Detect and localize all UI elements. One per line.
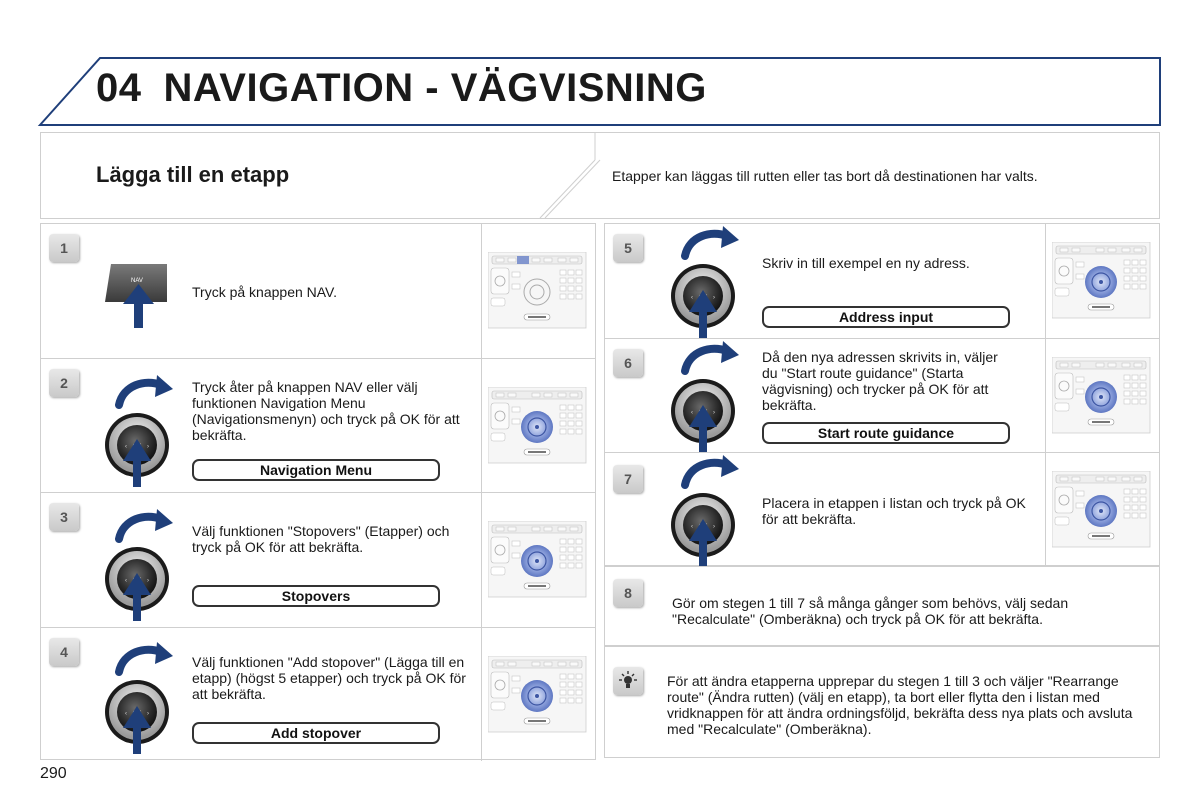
console-thumbnail-1 — [481, 224, 597, 358]
lightbulb-icon — [613, 667, 643, 695]
left-steps-panel — [40, 223, 596, 760]
chapter-number: 04 — [96, 66, 142, 110]
tip-panel — [604, 646, 1160, 758]
step-row-7 — [605, 452, 1159, 567]
step-text-3: Välj funktionen "Stopovers" (Etapper) och tryck på OK för att bekräfta. — [192, 523, 450, 555]
menu-address-input[interactable]: Address input — [762, 306, 1010, 328]
step-row-1 — [41, 224, 595, 358]
step-badge-7: 7 — [613, 465, 643, 493]
rotary-knob-icon — [671, 455, 743, 567]
rotary-knob-icon — [671, 226, 743, 338]
step-row-4 — [41, 627, 595, 761]
right-steps-panel — [604, 223, 1160, 566]
console-thumbnail-5 — [1045, 224, 1161, 338]
tip-badge — [613, 667, 643, 695]
console-thumbnail-7 — [1045, 453, 1161, 567]
step-8-panel — [604, 566, 1160, 646]
rotary-knob-icon — [105, 509, 177, 621]
menu-stopovers[interactable]: Stopovers — [192, 585, 440, 607]
rotary-knob-icon — [105, 375, 177, 487]
step-row-5 — [605, 224, 1159, 338]
console-thumbnail-3 — [481, 493, 597, 627]
step-text-4: Välj funktionen "Add stopover" (Lägga till en etapp) (högst 5 etapper) och tryck på OK för att bekräfta. — [192, 654, 466, 702]
tip-text: För att ändra etapperna upprepar du stegen 1 till 3 och väljer "Rearrange route" (Ändra rutten) (välj en etapp), ta bort eller flytta den i listan med vridknappen för att ändra ordningsföljd, bekräfta dess nya plats och avsluta med "Recalculate" (Omberäkna). — [667, 673, 1133, 737]
step-text-7: Placera in etappen i listan och tryck på OK för att bekräfta. — [762, 495, 1026, 527]
step-badge-4: 4 — [49, 638, 79, 666]
console-thumbnail-2 — [481, 359, 597, 492]
step-badge-8: 8 — [613, 579, 643, 607]
console-thumbnail-6 — [1045, 339, 1161, 452]
console-thumbnail-4 — [481, 628, 597, 761]
nav-button-icon — [103, 260, 173, 330]
step-badge-3: 3 — [49, 503, 79, 531]
step-row-2 — [41, 358, 595, 492]
rotary-knob-icon — [105, 642, 177, 754]
rotary-knob-icon — [671, 341, 743, 453]
step-text-2: Tryck åter på knappen NAV eller välj funktionen Navigation Menu (Navigationsmenyn) och tryck på OK för att bekräfta. — [192, 379, 460, 443]
step-text-1: Tryck på knappen NAV. — [192, 284, 338, 300]
step-text-5: Skriv in till exempel en ny adress. — [762, 255, 970, 271]
step-badge-1: 1 — [49, 234, 79, 262]
step-text-8: Gör om stegen 1 till 7 så många gånger som behövs, välj sedan "Recalculate" (Omberäkna) och tryck på OK för att bekräfta. — [672, 595, 1069, 627]
intro-text: Etapper kan läggas till rutten eller tas bort då destinationen har valts. — [612, 168, 1038, 184]
page-number: 290 — [40, 765, 67, 782]
step-badge-2: 2 — [49, 369, 79, 397]
nav-button-label: NAV — [131, 278, 143, 284]
intro-frame — [0, 0, 1200, 230]
menu-add-stopover[interactable]: Add stopover — [192, 722, 440, 744]
menu-start-route-guidance[interactable]: Start route guidance — [762, 422, 1010, 444]
step-text-6: Då den nya adressen skrivits in, väljer du "Start route guidance" (Starta vägvisning) och trycker på OK för att bekräfta. — [762, 349, 998, 413]
step-badge-6: 6 — [613, 349, 643, 377]
step-row-3 — [41, 492, 595, 627]
step-row-6 — [605, 338, 1159, 452]
step-badge-5: 5 — [613, 234, 643, 262]
chapter-name: NAVIGATION - VÄGVISNING — [163, 66, 707, 110]
menu-navigation-menu[interactable]: Navigation Menu — [192, 459, 440, 481]
section-title: Lägga till en etapp — [96, 162, 290, 187]
